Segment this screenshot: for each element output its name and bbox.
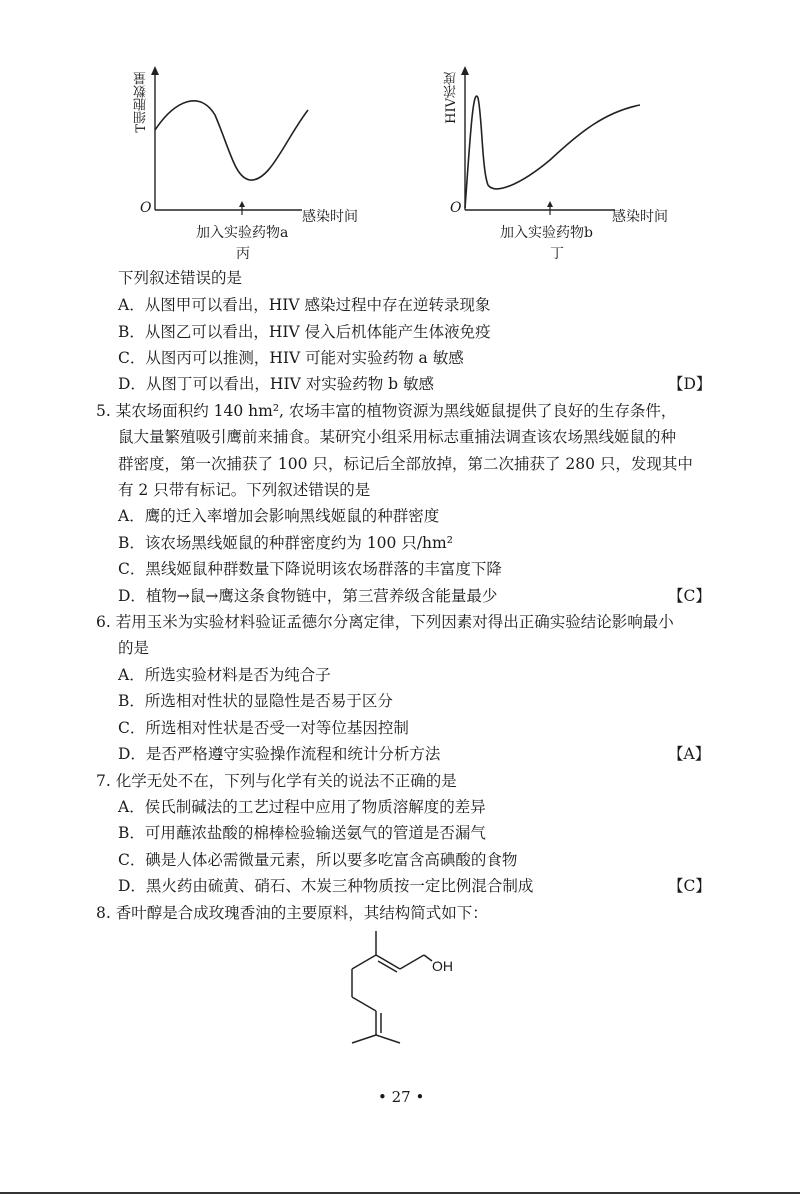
q8-line-1: 8. 香叶醇是合成玫瑰香油的主要原料，其结构简式如下： — [96, 904, 488, 922]
q5-answer: 【C】 — [668, 587, 711, 605]
q4-option-c: C．从图丙可以推测，HIV 可能对实验药物 a 敏感 — [118, 349, 464, 367]
q7-answer: 【C】 — [668, 877, 711, 895]
chart-ding-origin: O — [450, 200, 462, 216]
chart-ding-xlabel: 感染时间 — [612, 209, 668, 225]
q7-option-b: B．可用蘸浓盐酸的棉棒检验输送氨气的管道是否漏气 — [118, 824, 486, 842]
q5-line-3: 群密度，第一次捕获了 100 只，标记后全部放掉，第二次捕获了 280 只，发现其中 — [118, 455, 693, 473]
q7-option-d: D．黑火药由硫黄、硝石、木炭三种物质按一定比例混合制成 — [118, 877, 534, 895]
q4-stem: 下列叙述错误的是 — [118, 269, 243, 287]
q6-option-c: C．所选相对性状是否受一对等位基因控制 — [118, 719, 409, 737]
chart-ding-curve — [465, 96, 640, 208]
page-number: • 27 • — [378, 1088, 425, 1106]
chart-ding-ylabel: HIV浓度 — [444, 72, 459, 124]
q5-option-c: C．黑线姬鼠种群数量下降说明该农场群落的丰富度下降 — [118, 560, 502, 578]
chart-ding-arrow-label: 加入实验药物b — [500, 225, 593, 241]
chart-bing-arrow-label: 加入实验药物a — [196, 225, 289, 241]
page-bottom-rule — [0, 1192, 800, 1194]
q5-line-1: 5. 某农场面积约 140 hm², 农场丰富的植物资源为黑线姬鼠提供了良好的生存条件， — [96, 402, 677, 420]
q4-option-b: B．从图乙可以看出，HIV 侵入后机体能产生体液免疫 — [118, 323, 491, 341]
q5-option-a: A．鹰的迁入率增加会影响黑线姬鼠的种群密度 — [118, 507, 440, 525]
q7-line-1: 7. 化学无处不在，下列与化学有关的说法不正确的是 — [96, 772, 457, 790]
q6-line-1: 6. 若用玉米为实验材料验证孟德尔分离定律，下列因素对得出正确实验结论影响最小 — [96, 613, 674, 631]
q5-line-2: 鼠大量繁殖吸引鹰前来捕食。某研究小组采用标志重捕法调查该农场黑线姬鼠的种 — [118, 428, 677, 446]
q6-answer: 【A】 — [668, 745, 711, 763]
chart-bing-xlabel: 感染时间 — [302, 209, 358, 225]
q7-option-c: C．碘是人体必需微量元素，所以要多吃富含高碘酸的食物 — [118, 851, 518, 869]
q4-option-a: A．从图甲可以看出，HIV 感染过程中存在逆转录现象 — [118, 296, 491, 314]
chart-bing-caption: 丙 — [236, 246, 250, 262]
chart-bing-y-arrow — [151, 66, 159, 75]
q6-option-a: A．所选实验材料是否为纯合子 — [118, 666, 331, 684]
q6-option-b: B．所选相对性状的显隐性是否易于区分 — [118, 692, 393, 710]
chart-ding-caption: 丁 — [550, 246, 564, 262]
q5-option-b: B．该农场黑线姬鼠的种群密度约为 100 只/hm² — [118, 534, 453, 552]
structure-oh-label: OH — [432, 958, 453, 974]
geraniol-structure — [330, 925, 490, 1045]
chart-ding-y-arrow — [461, 66, 469, 75]
q6-option-d: D．是否严格遵守实验操作流程和统计分析方法 — [118, 745, 441, 763]
chart-bing-ylabel: T细胞数量 — [134, 72, 149, 133]
q5-line-4: 有 2 只带有标记。下列叙述错误的是 — [118, 481, 371, 499]
q4-option-d: D．从图丁可以看出，HIV 对实验药物 b 敏感 — [118, 375, 434, 393]
q6-line-2: 的是 — [118, 639, 150, 657]
chart-bing-origin: O — [140, 200, 152, 216]
q5-option-d: D．植物→鼠→鹰这条食物链中，第三营养级含能量最少 — [118, 587, 498, 605]
chart-bing-curve — [155, 101, 308, 180]
q4-answer: 【D】 — [668, 375, 712, 393]
q7-option-a: A．侯氏制碱法的工艺过程中应用了物质溶解度的差异 — [118, 798, 486, 816]
